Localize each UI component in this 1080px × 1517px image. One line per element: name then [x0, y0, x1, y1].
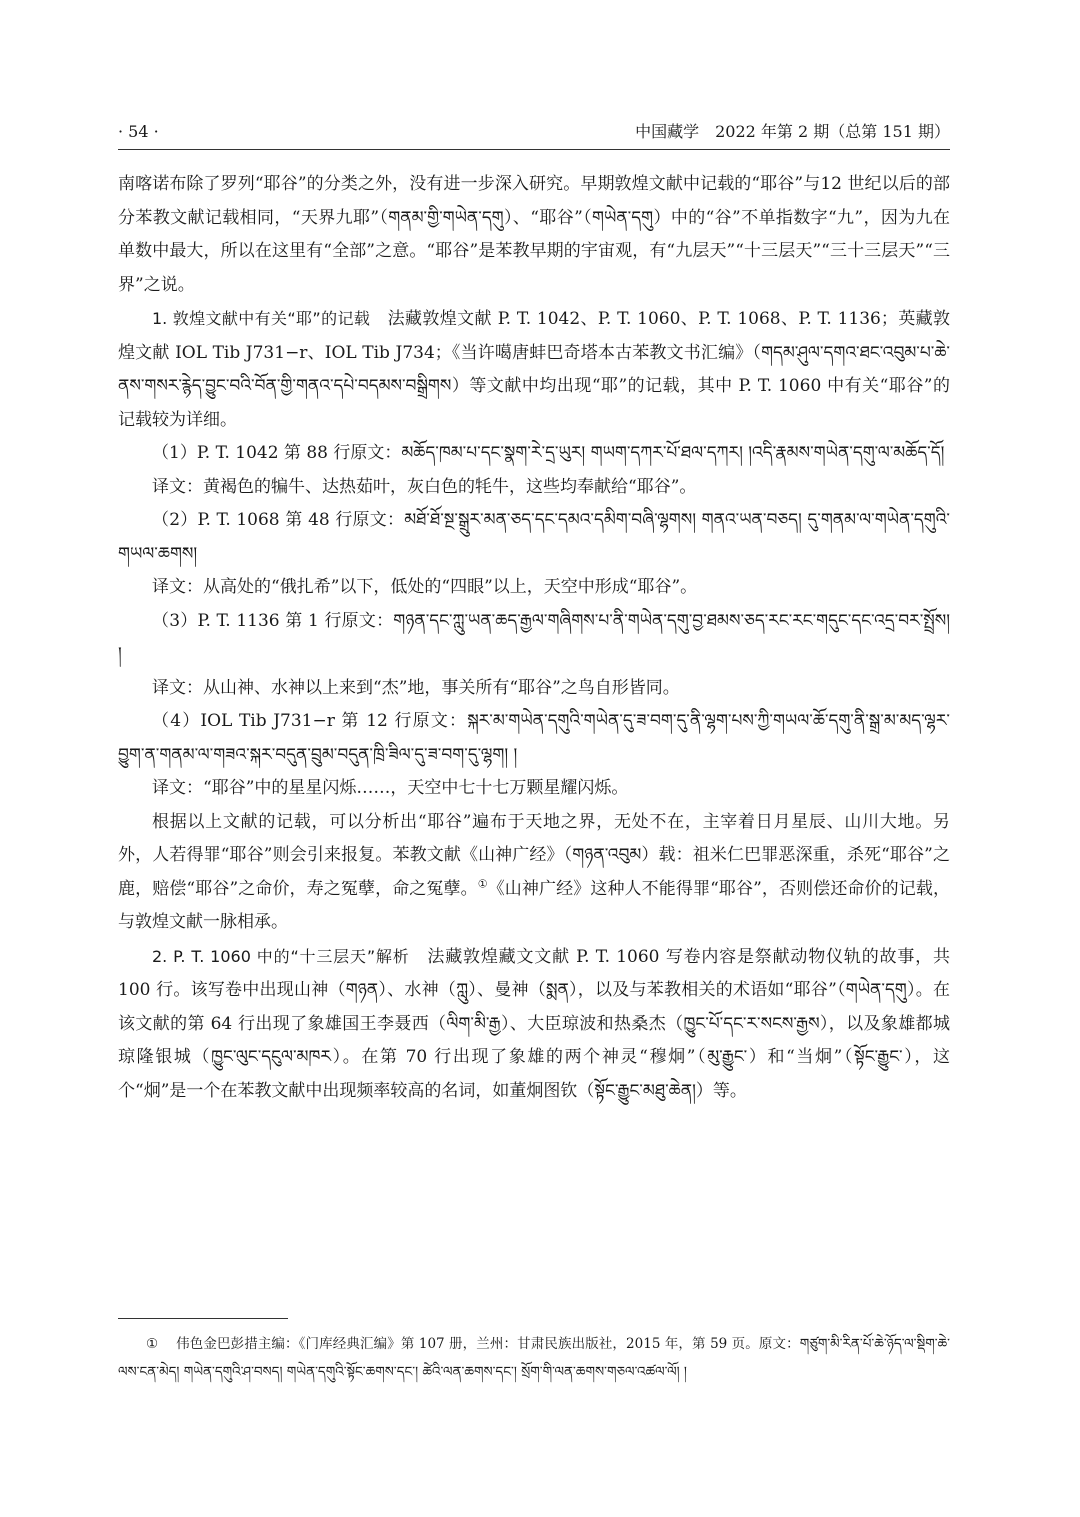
paragraph-8: （4）IOL Tib J731−r 第 12 行原文：སྐར་མ་གཡེན་དགུའི་གཡེན་དུ་ཟ་བག་དུ་ནི་ལྷག་པས་ཀྱི་གཡལ་ཆོ་དགུ་ནི་སྒྲ་མ་མད་ལྷར་བྱུག་ན་གནམ་ལ་གཟའ་སྐར་བདུན་བྲུམ་བདུན་ཁྲི་ཟིལ་དུ་ཟ་བག་དུ་ལྷག། །: [118, 711, 950, 765]
footnote-ref[interactable]: ①: [477, 876, 488, 890]
paragraph-12-text: 法藏敦煌藏文文献 P. T. 1060 写卷内容是祭献动物仪轨的故事，共 100 行。该写卷中出现山神（གཉན）、水神（ཀླུ）、曼神（སྨན），以及与苯教相关的术语如“耶谷”（གཡེན་དགུ）。在该文献的第 64 行出现了象雄国王李聂西（ལིག་མི་རྒྱ）、大臣琼波和热桑杰（ཁྱུང་པོ་དང་ར་སངས་རྒྱས），以及象雄都城琼隆银城（ཁྱུང་ལུང་དངུལ་མཁར）。在第 70 行出现了象雄的两个神灵“穆炯”（མུ་རྒྱུང་）和“当炯”（སྟོང་རྒྱུང་），这个“炯”是一个在苯教文献中出现频率较高的名词，如董炯图钦（སྟོང་རྒྱུང་མཐུ་ཆེན།）等。: [118, 946, 950, 1101]
paragraph-10-a: 根据以上文献的记载，可以分析出“耶谷”遍布于天地之界，无处不在，主宰着日月星辰、山川大地。另外，人若得罪“耶谷”则会引来报复。苯教文献《山神广经》（གཉན་འབུམ）载：祖米仁巴罪恶深重，杀死“耶谷”之鹿，赔偿“耶谷”之命价，寿之冤孽，命之冤孽。: [118, 811, 950, 899]
header-rule: [118, 149, 950, 150]
paragraph-9: 译文：“耶谷”中的星星闪烁……，天空中七十七万颗星耀闪烁。: [152, 778, 629, 798]
main-text: [118, 168, 950, 1108]
page-number: · 54 ·: [118, 122, 159, 141]
section-heading-2: 2. P. T. 1060 中的“十三层天”解析: [152, 946, 410, 966]
footnote: [118, 1330, 950, 1386]
paragraph-7: 译文：从山神、水神以上来到“杰”地，事关所有“耶谷”之鸟自形皆同。: [152, 677, 680, 698]
footnote-text: 伟色金巴彭措主编：《门库经典汇编》第 107 册，兰州：甘肃民族出版社，2015 年，第 59 页。原文：གཙུག་མི་རིན་པོ་ཆེ་ཉོད་ལ་སྡིག་ཆེ་ལས་ངན་མེད། གཡེན་དགུའི་ཤ་བསད། གཡེན་དགུའི་སྟོང་ཆགས་དང་། ཚེའི་ལན་ཆགས་དང་། སྲོག་གི་ལན་ཆགས་གཅལ་འཚལ་ལོ། །: [118, 1336, 950, 1380]
paragraph-3: 译文：黄褐色的犏牛、达热茹叶，灰白色的牦牛，这些均奉献给“耶谷”。: [152, 476, 697, 497]
paragraph-12: [118, 940, 950, 1109]
paragraph-1: [118, 302, 950, 437]
paragraph-2: （1）P. T. 1042 第 88 行原文：མཆོད་ཁམ་པ་དང་སྣག་རེ་དྲ་ཡུར། གཡག་དཀར་པོ་ཐལ་དཀར། །འདི་རྣམས་གཡེན་དགུ་ལ་མཆོད་དོ།: [152, 443, 945, 463]
paragraph-10-b: 《山神广经》这种人不能得罪“耶谷”，否则偿还命价的记载，与敦煌文献一脉相承。: [118, 878, 950, 932]
paragraph-1-text: 法藏敦煌文献 P. T. 1042、P. T. 1060、P. T. 1068、P. T. 1136；英藏敦煌文献 IOL Tib J731−r、IOL Tib J734；《当许噶唐蚌巴奇塔本古苯教文书汇编》（གདམ་ཤུལ་དགའ་ཐང་འབུམ་པ་ཆེ་ནས་གསར་རྙེད་བྱུང་བའི་བོན་གྱི་གནའ་དཔེ་བདམས་བསྒྲིགས）等文献中均出现“耶”的记载，其中 P. T. 1060 中有关“耶谷”的记载较为详细。: [118, 309, 950, 430]
page-header: [118, 120, 950, 144]
footnote-mark: ①: [146, 1336, 159, 1352]
paragraph-0: 南喀诺布除了罗列“耶谷”的分类之外，没有进一步深入研究。早期敦煌文献中记载的“耶谷”与12 世纪以后的部分苯教文献记载相同，“天界九耶”（གནམ་གྱི་གཡེན་དགུ）、“耶谷”（གཡེན་དགུ）中的“谷”不单指数字“九”，因为九在单数中最大，所以在这里有“全部”之意。“耶谷”是苯教早期的宇宙观，有“九层天”“十三层天”“三十三层天”“三界”之说。: [118, 174, 950, 295]
paragraph-10: [118, 806, 950, 940]
paragraph-5: 译文：从高处的“俄扎希”以下，低处的“四眼”以上，天空中形成“耶谷”。: [152, 577, 698, 597]
section-heading-1: 1. 敦煌文献中有关“耶”的记载: [152, 309, 371, 328]
journal-info: 中国藏学 2022 年第 2 期（总第 151 期）: [635, 122, 950, 141]
paragraph-6: （3）P. T. 1136 第 1 行原文：གཉན་དང་ཀླུ་ཡན་ཆད་རྒྱལ་གཞིགས་པ་ནི་གཡེན་དགུ་བྱ་ཐམས་ཅད་རང་རང་གདུང་དང་འདྲ་བར་སྤྲོས། །: [118, 610, 950, 664]
footnote-rule: [118, 1318, 288, 1319]
paragraph-4: （2）P. T. 1068 第 48 行原文：མཐོ་ཐོ་སྔ་སྒྲུར་མན་ཅད་དང་དམའ་དམིག་བཞི་ལྷགས། གནའ་ཡན་བཅད། དུ་གནམ་ལ་གཡེན་དགུའི་གཡལ་ཆགས།: [118, 510, 950, 564]
